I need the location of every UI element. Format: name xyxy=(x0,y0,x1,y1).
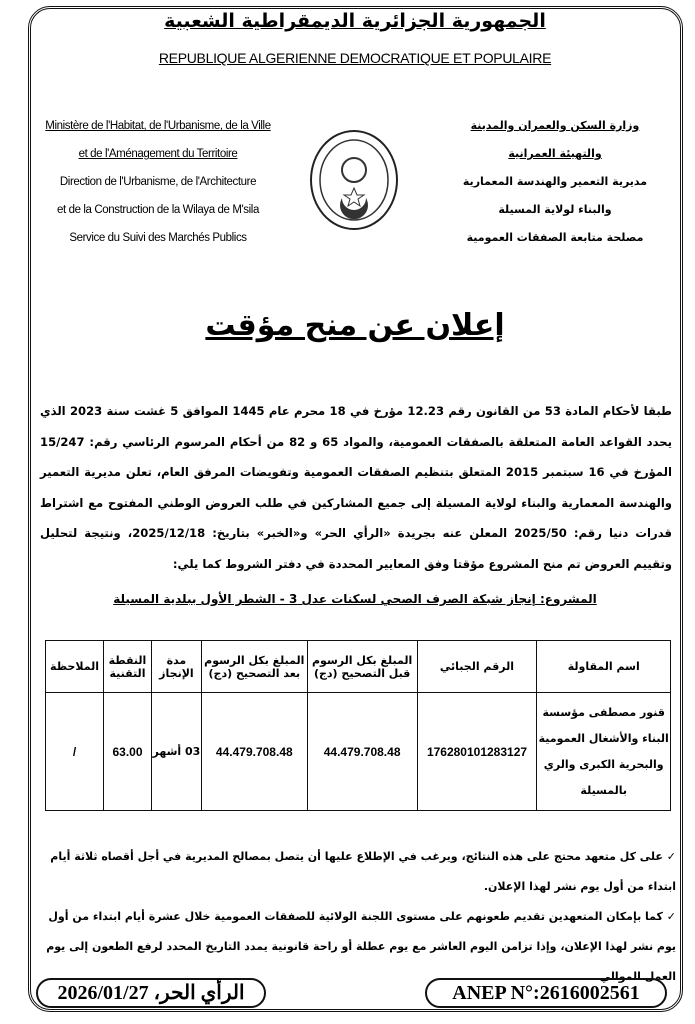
republic-title-ar: الجمهورية الجزائرية الديمقراطية الشعبية xyxy=(164,10,546,32)
cell-tax-id: 176280101283127 xyxy=(417,693,537,811)
table-header-row xyxy=(46,641,671,693)
republic-title-fr: REPUBLIQUE ALGERIENNE DEMOCRATIQUE ET POPULAIRE xyxy=(158,50,552,66)
award-table xyxy=(45,640,671,811)
announcement-title: إعلان عن منح مؤقت xyxy=(205,308,505,343)
col-remarks: الملاحظة xyxy=(46,641,104,693)
cell-amount-after: 44.479.708.48 xyxy=(201,693,307,811)
direction-line: والبناء لولاية المسيلة xyxy=(498,203,612,216)
newspaper-date-box: الرأي الحر، 2026/01/27 xyxy=(36,978,266,1008)
table-row xyxy=(46,693,671,811)
ministry-block-fr xyxy=(38,112,278,252)
col-duration: مدة الإنجاز xyxy=(151,641,201,693)
col-company: اسم المقاولة xyxy=(537,641,671,693)
col-amount-before: المبلغ بكل الرسوم قبل التصحيح (دج) xyxy=(307,641,417,693)
ministry-line: Ministère de l'Habitat, de l'Urbanisme, de la Ville xyxy=(45,120,271,132)
announcement-body: طبقا لأحكام المادة 53 من القانون رقم 12.23 مؤرخ في 18 محرم عام 1445 الموافق 5 غشت سنة 2023 الذي يحدد القواعد العامة المتعلقة بالصفقات العمومية، والمواد 65 و 82 من أحكام المرسوم الرئاسي رقم: 15/247 المؤرخ في 16 سبتمبر 2015 المتعلق بتنظيم الصفقات العمومية وتفويضات المرفق العام، تعلن مديرية التعمير والهندسة المعمارية والبناء لولاية المسيلة إلى جميع المشاركين في طلب العروض الوطني المفتوح مع اشتراط قدرات دنيا رقم: 2025/50 المعلن عنه بجريدة «الرأي الحر» و«الخبر» بتاريخ: 2025/12/18، ونتيجة لتحليل وتقييم العروض تم منح المشروع مؤقتا وفق المعايير المحددة في دفتر الشروط كما يلي: xyxy=(40,404,673,571)
checkmark-icon: ✓ xyxy=(662,850,676,863)
checkmark-icon: ✓ xyxy=(662,910,676,923)
ministry-line: وزارة السكن والعمران والمدينة xyxy=(470,119,640,132)
bullet-item xyxy=(40,842,676,902)
direction-line: et de la Construction de la Wilaya de M'sila xyxy=(57,204,259,216)
bullet-text: على كل متعهد محتج على هذه النتائج، ويرغب في الإطلاع عليها أن يتصل بمصالح المديرية في أجل أقصاه ثلاثة أيام ابتداء من أول يوم نشر لهذا الإعلان. xyxy=(50,850,676,893)
direction-line: مديرية التعمير والهندسة المعمارية xyxy=(462,175,648,188)
project-title: المشروع: إنجاز شبكة الصرف الصحي لسكنات عدل 3 - الشطر الأول ببلدية المسيلة xyxy=(113,592,597,606)
cell-amount-before: 44.479.708.48 xyxy=(307,693,417,811)
col-technical-score: النقطة التقنية xyxy=(104,641,152,693)
cell-duration: 03 أشهر xyxy=(151,693,201,811)
cell-technical-score: 63.00 xyxy=(104,693,152,811)
service-line: Service du Suivi des Marchés Publics xyxy=(69,232,247,244)
direction-line: Direction de l'Urbanisme, de l'Architecture xyxy=(59,176,257,188)
col-tax-id: الرقم الجبائي xyxy=(417,641,537,693)
ministry-line: والتهيئة العمرانية xyxy=(508,147,602,160)
national-emblem xyxy=(310,130,398,230)
bullet-text: كما بإمكان المتعهدين تقديم طعونهم على مستوى اللجنة الولائية للصفقات العمومية خلال عشرة أيام ابتداء من أول يوم نشر لهذا الإعلان، وإذا تزامن اليوم العاشر مع يوم عطلة أو راحة قانونية يمدد التاريخ المحدد لرفع الطعون إلى يوم العمل الموالي. xyxy=(46,910,676,983)
ministry-block-ar xyxy=(440,112,670,252)
ministry-line: et de l'Aménagement du Territoire xyxy=(78,148,238,160)
cell-company: قنور مصطفى مؤسسة البناء والأشغال العمومية والبحرية الكبرى والري بالمسيلة xyxy=(537,693,671,811)
cell-remarks: / xyxy=(46,693,104,811)
emblem-seal-icon xyxy=(312,132,396,228)
anep-number-box: ANEP N°:2616002561 xyxy=(425,978,667,1008)
col-amount-after: المبلغ بكل الرسوم بعد التصحيح (دج) xyxy=(201,641,307,693)
service-line: مصلحة متابعة الصفقات العمومية xyxy=(466,231,644,244)
